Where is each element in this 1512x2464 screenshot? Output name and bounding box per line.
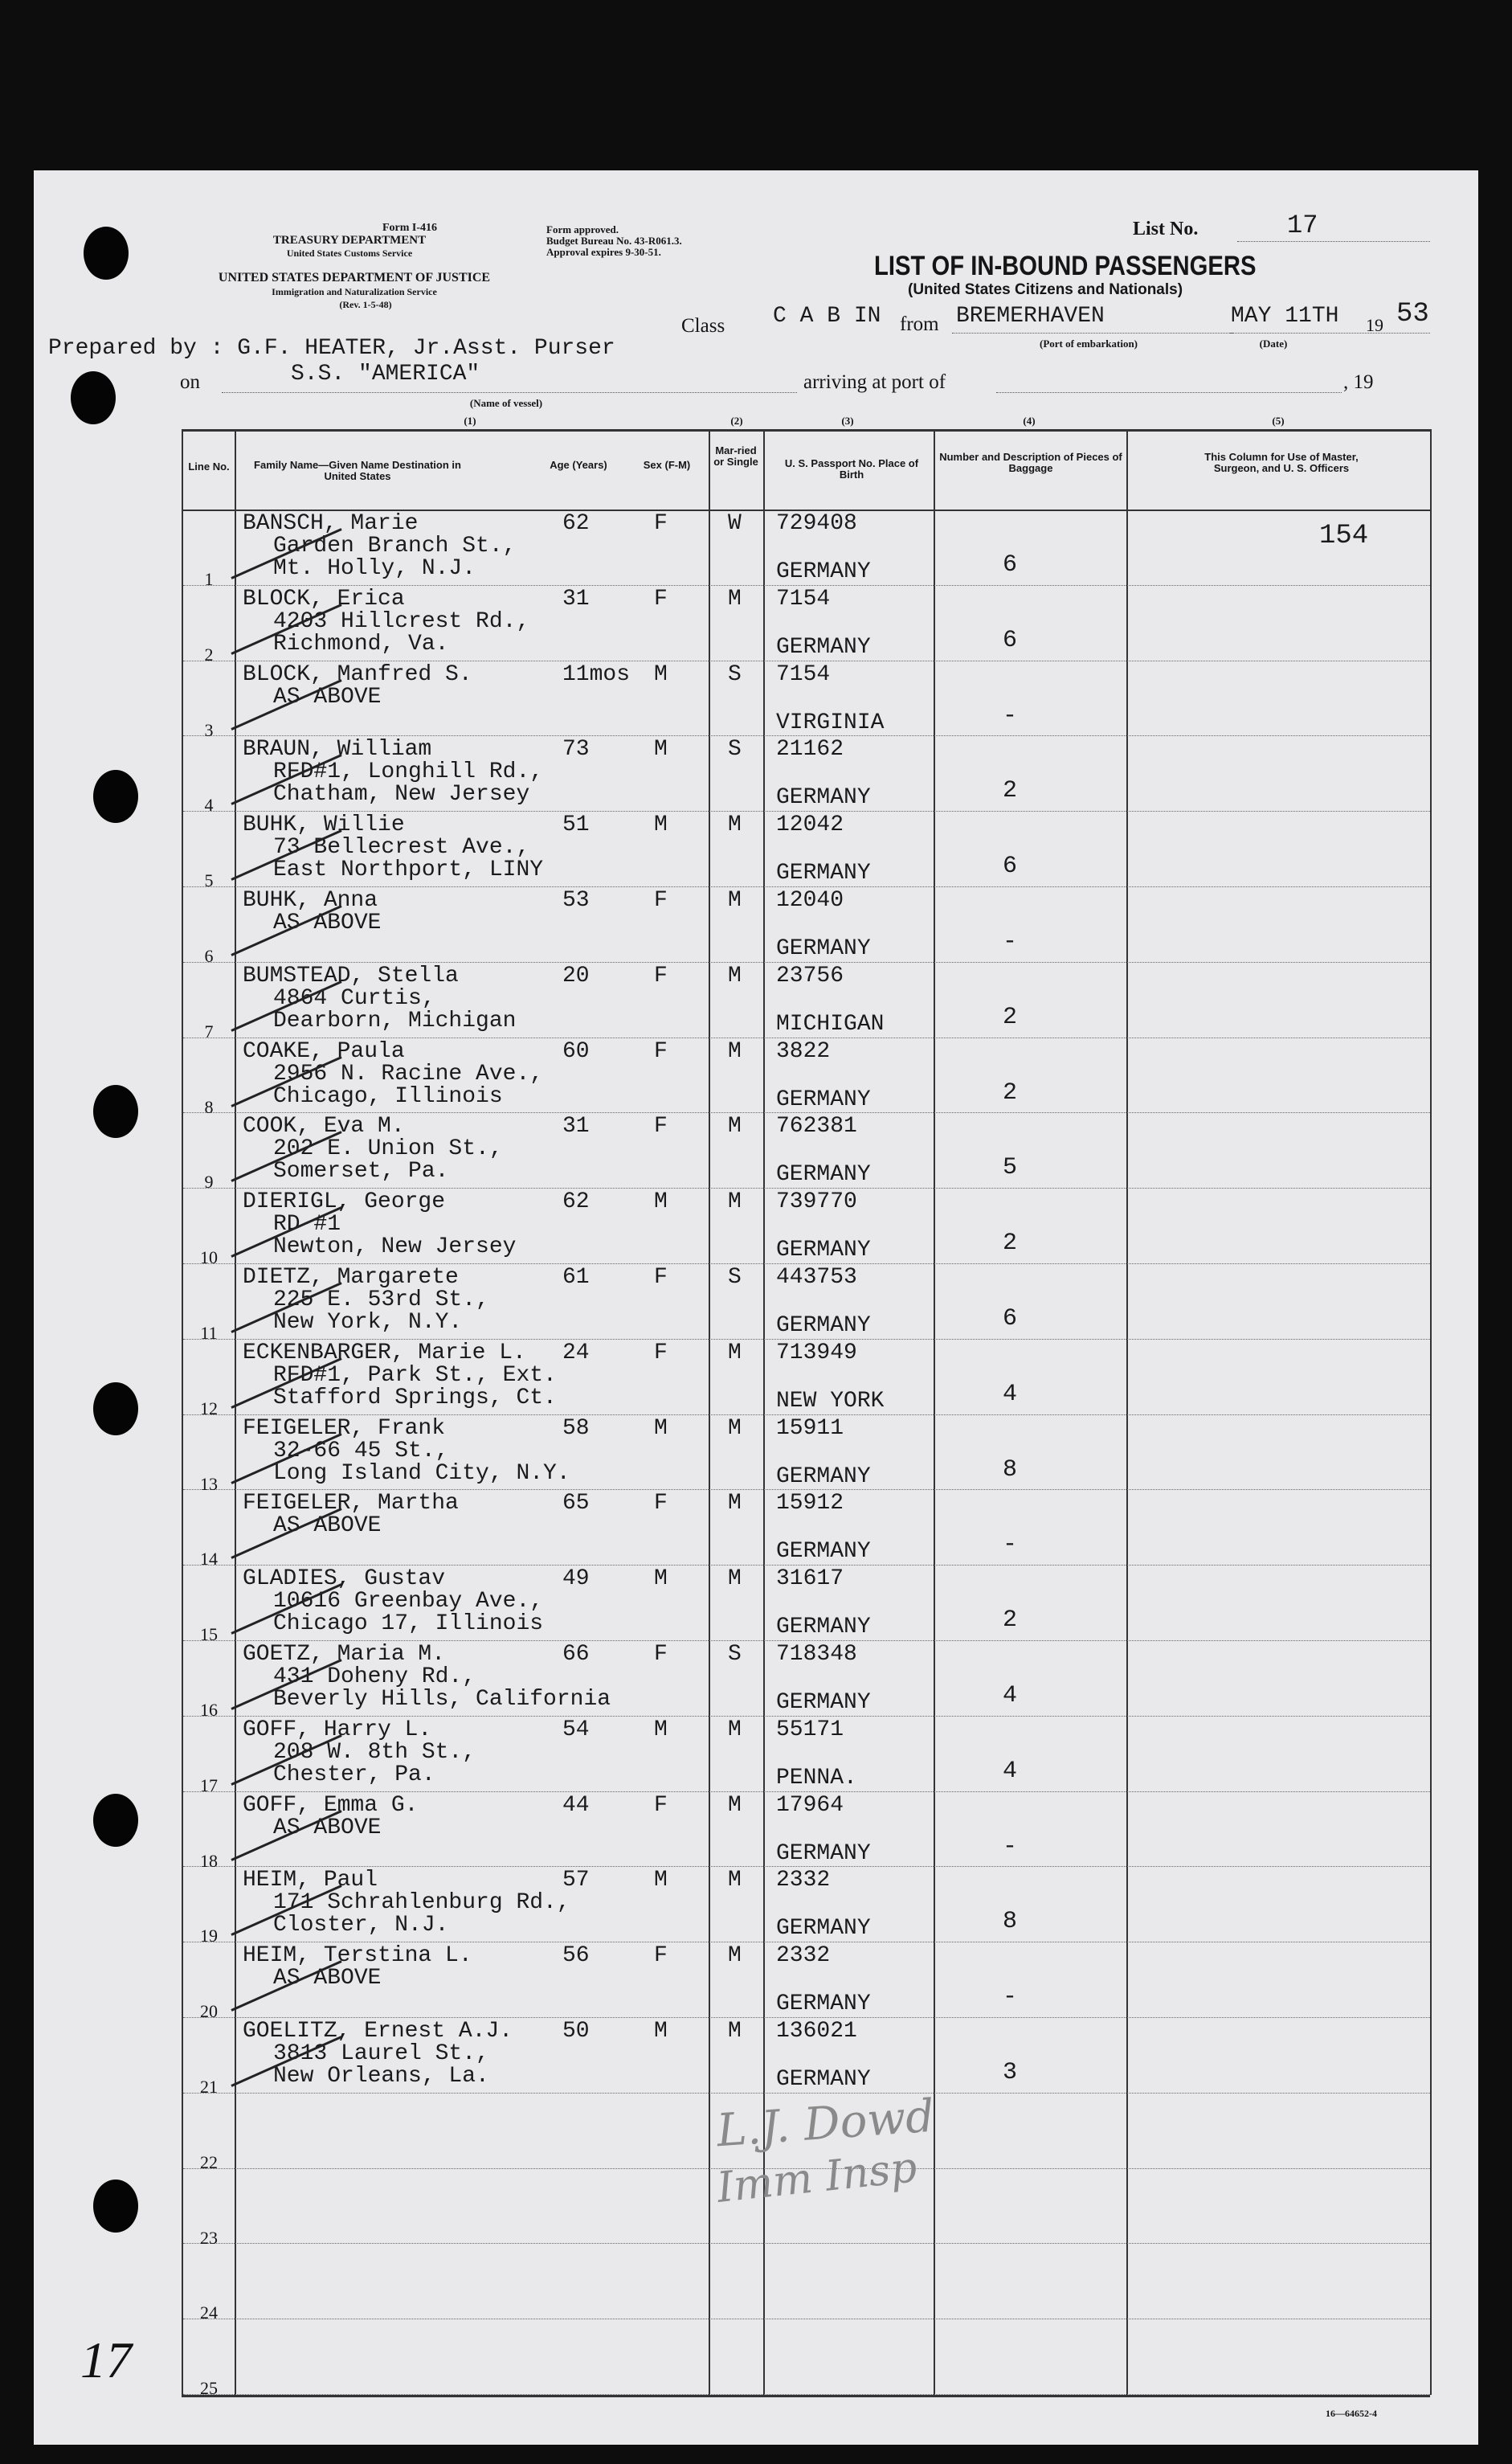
header-age: Age (Years) (550, 459, 607, 471)
punch-hole (93, 1085, 138, 1138)
passenger-name: BUHK, Anna (243, 888, 378, 913)
prepared-by: Prepared by : G.F. HEATER, Jr.Asst. Purser (48, 336, 615, 361)
port-underline (952, 333, 1233, 334)
line-number: 20 (200, 2001, 218, 2022)
passenger-name: ECKENBARGER, Marie L. (243, 1340, 526, 1365)
passenger-sex: F (654, 1038, 668, 1064)
passenger-sex: F (654, 1792, 668, 1818)
marital-status: M (728, 1415, 742, 1441)
passenger-name: BLOCK, Erica (243, 586, 405, 612)
header-line-no: Line No. (188, 460, 230, 473)
row-divider (183, 962, 1430, 963)
line-number: 3 (204, 719, 214, 740)
row-divider (183, 2243, 1430, 2244)
row-divider (183, 2093, 1430, 2094)
inspector-signature-1: L.J. Dowd (715, 2089, 937, 2158)
marital-status: M (728, 1943, 742, 1969)
line-number: 16 (200, 1700, 218, 1720)
row-divider (183, 1640, 1430, 1641)
passenger-name: FEIGELER, Martha (243, 1491, 459, 1516)
destination-line-2: New Orleans, La. (273, 2064, 489, 2089)
marital-status: M (728, 1189, 742, 1215)
line-number: 13 (200, 1473, 218, 1494)
dept-customs: United States Customs Service (286, 248, 413, 259)
passport-number: 15912 (776, 1491, 844, 1516)
passenger-age: 60 (562, 1038, 590, 1064)
row-divider (183, 1716, 1430, 1717)
passport-number: 17964 (776, 1792, 844, 1818)
destination-line-1: AS ABOVE (273, 1966, 382, 1991)
passenger-age: 56 (562, 1943, 590, 1969)
passenger-sex: M (654, 1717, 668, 1742)
passenger-name: COAKE, Paula (243, 1038, 405, 1064)
place-of-birth: PENNA. (776, 1765, 857, 1791)
passport-number: 55171 (776, 1717, 844, 1742)
passenger-age: 31 (562, 586, 590, 612)
passenger-name: GOFF, Emma G. (243, 1792, 419, 1818)
place-of-birth: GERMANY (776, 936, 871, 961)
destination-line-2: Richmond, Va. (273, 631, 449, 657)
passenger-age: 66 (562, 1642, 590, 1667)
table-bottom-rule (182, 2395, 1430, 2397)
passenger-age: 31 (562, 1114, 590, 1140)
baggage-count: 4 (1003, 1380, 1018, 1408)
destination-line-1: 4864 Curtis, (273, 985, 435, 1011)
passenger-name: BRAUN, William (243, 737, 432, 763)
passport-number: 23756 (776, 963, 844, 988)
place-of-birth: MICHIGAN (776, 1011, 885, 1037)
passenger-sex: F (654, 586, 668, 612)
arriving-label: arriving at port of (803, 371, 946, 393)
passenger-sex: M (654, 1415, 668, 1441)
passport-number: 2332 (776, 1943, 831, 1969)
baggage-count: 5 (1003, 1154, 1018, 1182)
passport-number: 12040 (776, 888, 844, 913)
passenger-age: 73 (562, 737, 590, 763)
passenger-age: 61 (562, 1265, 590, 1290)
destination-line-1: 2956 N. Racine Ave., (273, 1061, 544, 1087)
marital-status: M (728, 1491, 742, 1516)
line-number: 18 (200, 1850, 218, 1871)
passenger-sex: F (654, 888, 668, 913)
destination-line-1: AS ABOVE (273, 684, 382, 710)
destination-line-1: 32-66 45 St., (273, 1438, 449, 1463)
destination-line-2: New York, N.Y. (273, 1310, 463, 1335)
punch-hole (93, 770, 138, 823)
baggage-count: 3 (1003, 2059, 1018, 2086)
row-divider (183, 1791, 1430, 1792)
baggage-count: 2 (1003, 1607, 1018, 1635)
line-number: 19 (200, 1926, 218, 1946)
passenger-sex: M (654, 1566, 668, 1592)
line-number: 12 (200, 1398, 218, 1418)
header-sex: Sex (F-M) (643, 459, 691, 471)
place-of-birth: GERMANY (776, 1690, 871, 1715)
line-number: 7 (204, 1021, 214, 1042)
baggage-count: 6 (1003, 1305, 1018, 1332)
baggage-count: 6 (1003, 551, 1018, 579)
place-of-birth: GERMANY (776, 1313, 871, 1338)
line-number: 17 (200, 1774, 218, 1795)
marital-status: M (728, 1717, 742, 1742)
baggage-count: 2 (1003, 1003, 1018, 1031)
port-of-embarkation: BREMERHAVEN (956, 304, 1105, 329)
col-divider-passport (934, 429, 935, 2395)
baggage-count: 2 (1003, 777, 1018, 805)
place-of-birth: VIRGINIA (776, 710, 885, 735)
passenger-sex: F (654, 1491, 668, 1516)
approval-line-1: Form approved. (546, 223, 619, 235)
col-divider-ms-right (763, 429, 765, 2395)
marital-status: M (728, 963, 742, 988)
line-number: 24 (200, 2302, 218, 2323)
row-divider (183, 1866, 1430, 1867)
row-divider (183, 811, 1430, 812)
destination-line-1: 202 E. Union St., (273, 1136, 503, 1162)
col-divider-baggage (1126, 429, 1128, 2395)
col-number-4: (4) (1023, 415, 1036, 427)
line-number: 5 (204, 870, 214, 891)
row-divider (183, 1339, 1430, 1340)
place-of-birth: GERMANY (776, 2067, 871, 2092)
header-name: Family Name—Given Name Destination in United States (254, 459, 461, 482)
passport-number: 739770 (776, 1189, 857, 1215)
place-of-birth: GERMANY (776, 559, 871, 584)
place-of-birth: GERMANY (776, 634, 871, 660)
destination-line-1: Garden Branch St., (273, 534, 517, 559)
destination-line-1: 171 Schrahlenburg Rd., (273, 1890, 570, 1916)
passenger-sex: F (654, 1943, 668, 1969)
class-value: C A B IN (773, 304, 881, 329)
passenger-name: BUHK, Willie (243, 812, 405, 838)
passenger-name: FEIGELER, Frank (243, 1415, 446, 1441)
place-of-birth: GERMANY (776, 1238, 871, 1263)
marital-status: S (728, 737, 742, 763)
destination-line-1: AS ABOVE (273, 1513, 382, 1539)
row-divider (183, 1263, 1430, 1264)
marital-status: M (728, 1340, 742, 1365)
passenger-age: 44 (562, 1792, 590, 1818)
header-baggage: Number and Description of Pieces of Baggage (939, 451, 1122, 474)
col-number-5: (5) (1272, 415, 1285, 427)
destination-line-1: 431 Doheny Rd., (273, 1664, 476, 1689)
approval-line-3: Approval expires 9-30-51. (546, 246, 661, 258)
line-number: 23 (200, 2227, 218, 2248)
place-of-birth: GERMANY (776, 1162, 871, 1188)
marital-status: S (728, 1265, 742, 1290)
line-number: 2 (204, 644, 214, 665)
vessel-underline (222, 392, 797, 393)
marital-status: M (728, 888, 742, 913)
destination-line-2: Somerset, Pa. (273, 1159, 449, 1185)
passenger-name: BANSCH, Marie (243, 511, 419, 536)
place-of-birth: GERMANY (776, 1991, 871, 2017)
passport-number: 7154 (776, 661, 831, 687)
passenger-age: 62 (562, 511, 590, 536)
passenger-name: DIERIGL, George (243, 1189, 446, 1215)
destination-line-2: Chicago, Illinois (273, 1083, 503, 1109)
passport-number: 15911 (776, 1415, 844, 1441)
passenger-sex: M (654, 812, 668, 838)
baggage-count: 8 (1003, 1455, 1018, 1484)
destination-line-1: AS ABOVE (273, 1815, 382, 1840)
passenger-age: 57 (562, 1868, 590, 1893)
passenger-name: GOETZ, Maria M. (243, 1642, 446, 1667)
marital-status: M (728, 1114, 742, 1140)
passenger-name: GLADIES, Gustav (243, 1566, 446, 1592)
marital-status: M (728, 1868, 742, 1893)
destination-line-2: Long Island City, N.Y. (273, 1460, 570, 1486)
place-of-birth: GERMANY (776, 1087, 871, 1112)
line-number: 10 (200, 1247, 218, 1268)
marital-status: S (728, 1642, 742, 1667)
line-number: 1 (204, 569, 214, 589)
passenger-name: HEIM, Terstina L. (243, 1943, 472, 1969)
passport-number: 443753 (776, 1265, 857, 1290)
destination-line-1: RFD#1, Park St., Ext. (273, 1362, 557, 1388)
passport-number: 762381 (776, 1114, 857, 1140)
punch-hole (84, 227, 129, 280)
passport-number: 729408 (776, 511, 857, 536)
passport-number: 21162 (776, 737, 844, 763)
passenger-name: GOFF, Harry L. (243, 1717, 432, 1742)
destination-line-1: 3813 Laurel St., (273, 2041, 489, 2066)
baggage-count: - (1003, 928, 1018, 956)
marital-status: M (728, 1038, 742, 1064)
baggage-count: 6 (1003, 853, 1018, 881)
destination-line-1: 225 E. 53rd St., (273, 1287, 489, 1312)
year-prefix: 19 (1366, 315, 1383, 335)
on-label: on (180, 371, 200, 393)
punch-hole (93, 1794, 138, 1847)
line-number: 14 (200, 1549, 218, 1570)
destination-line-1: RD #1 (273, 1212, 341, 1238)
passenger-age: 24 (562, 1340, 590, 1365)
passenger-sex: F (654, 963, 668, 988)
destination-line-1: RFD#1, Longhill Rd., (273, 759, 544, 785)
line-number: 21 (200, 2077, 218, 2097)
row-divider (183, 1112, 1430, 1113)
line-number: 4 (204, 795, 214, 816)
destination-line-2: Newton, New Jersey (273, 1234, 517, 1260)
col-divider-ms-left (709, 429, 710, 2395)
place-of-birth: GERMANY (776, 1615, 871, 1640)
table-top-rule (182, 429, 1430, 432)
col-number-1: (1) (464, 415, 476, 427)
passenger-sex: M (654, 1189, 668, 1215)
passport-number: 7154 (776, 586, 831, 612)
destination-line-2: Beverly Hills, California (273, 1687, 611, 1712)
dept-immigration: Immigration and Naturalization Service (272, 286, 437, 297)
baggage-count: - (1003, 1983, 1018, 2012)
col-number-2: (2) (730, 415, 743, 427)
arriving-underline (996, 392, 1342, 393)
officer-note: 154 (1319, 521, 1369, 551)
list-no-underline (1237, 241, 1430, 242)
form-number: Form I-416 (382, 222, 438, 234)
passport-number: 12042 (776, 812, 844, 838)
marital-status: W (728, 511, 742, 536)
margin-handwritten-mark: 17 (80, 2331, 132, 2388)
approval-line-2: Budget Bureau No. 43-R061.3. (546, 235, 682, 247)
destination-line-2: Stafford Springs, Ct. (273, 1385, 557, 1410)
passenger-name: GOELITZ, Ernest A.J. (243, 2019, 513, 2044)
row-divider (183, 1414, 1430, 1415)
row-divider (183, 1188, 1430, 1189)
inspector-signature-2: Imm Insp (714, 2143, 920, 2212)
col-divider-line (235, 429, 236, 2395)
row-divider (183, 585, 1430, 586)
passenger-sex: M (654, 1868, 668, 1893)
destination-line-1: 4203 Hillcrest Rd., (273, 608, 530, 634)
line-number: 11 (200, 1323, 218, 1343)
line-number: 8 (204, 1096, 214, 1117)
header-passport: U. S. Passport No. Place of Birth (784, 457, 919, 481)
place-of-birth: GERMANY (776, 785, 871, 811)
baggage-count: 4 (1003, 1682, 1018, 1709)
passenger-sex: F (654, 1114, 668, 1140)
marital-status: M (728, 812, 742, 838)
destination-line-2: Mt. Holly, N.J. (273, 556, 476, 581)
place-of-birth: GERMANY (776, 1916, 871, 1942)
place-of-birth: NEW YORK (776, 1388, 885, 1414)
passenger-sex: M (654, 2019, 668, 2044)
row-divider (183, 886, 1430, 887)
line-number: 22 (200, 2151, 218, 2172)
baggage-count: 2 (1003, 1079, 1018, 1107)
row-divider (183, 2394, 1430, 2395)
passenger-sex: F (654, 511, 668, 536)
marital-status: M (728, 1566, 742, 1592)
list-no-label: List No. (1133, 219, 1199, 239)
passenger-age: 50 (562, 2019, 590, 2044)
passenger-name: COOK, Eva M. (243, 1114, 405, 1140)
date-caption: (Date) (1259, 338, 1288, 350)
passport-number: 31617 (776, 1566, 844, 1592)
arrival-date: MAY 11TH (1231, 304, 1339, 329)
marital-status: S (728, 661, 742, 687)
passenger-age: 11mos (562, 661, 631, 687)
baggage-count: - (1003, 1531, 1018, 1559)
header-officers: This Column for Use of Master, Surgeon, and U. S. Officers (1204, 451, 1359, 474)
passenger-age: 62 (562, 1189, 590, 1215)
port-caption: (Port of embarkation) (1039, 338, 1138, 350)
row-divider (183, 735, 1430, 736)
destination-line-2: Chester, Pa. (273, 1762, 435, 1787)
baggage-count: 6 (1003, 626, 1018, 654)
date-underline (1229, 333, 1430, 334)
marital-status: M (728, 2019, 742, 2044)
passenger-age: 65 (562, 1491, 590, 1516)
passenger-name: BUMSTEAD, Stella (243, 963, 459, 988)
class-label: Class (681, 315, 725, 337)
line-number: 25 (200, 2378, 218, 2399)
punch-hole (93, 1382, 138, 1435)
passenger-name: HEIM, Paul (243, 1868, 378, 1893)
place-of-birth: GERMANY (776, 1539, 871, 1565)
header-married: Mar-ried or Single (713, 444, 758, 468)
passenger-age: 54 (562, 1717, 590, 1742)
passenger-age: 58 (562, 1415, 590, 1441)
passenger-age: 51 (562, 812, 590, 838)
dept-justice: UNITED STATES DEPARTMENT OF JUSTICE (218, 271, 491, 284)
year-suffix: 53 (1396, 299, 1429, 329)
punch-hole (71, 371, 116, 424)
passport-number: 3822 (776, 1038, 831, 1064)
baggage-count: 4 (1003, 1757, 1018, 1785)
destination-line-2: East Northport, LINY (273, 857, 544, 883)
destination-line-1: 73 Bellecrest Ave., (273, 835, 530, 861)
from-label: from (900, 313, 939, 335)
destination-line-2: Dearborn, Michigan (273, 1008, 517, 1033)
row-divider (183, 2017, 1430, 2018)
passenger-sex: F (654, 1642, 668, 1667)
arriving-year: , 19 (1343, 371, 1374, 393)
passenger-sex: M (654, 737, 668, 763)
destination-line-2: Closter, N.J. (273, 1913, 449, 1938)
destination-line-1: 208 W. 8th St., (273, 1739, 476, 1765)
passenger-sex: M (654, 661, 668, 687)
table-right-border (1430, 429, 1432, 2395)
passenger-name: BLOCK, Manfred S. (243, 661, 472, 687)
page-subtitle: (United States Citizens and Nationals) (908, 281, 1183, 298)
list-no-value: 17 (1287, 211, 1318, 240)
vessel-name: S.S. "AMERICA" (291, 362, 480, 387)
passenger-name: DIETZ, Margarete (243, 1265, 459, 1290)
page-title: LIST OF IN-BOUND PASSENGERS (874, 251, 1257, 281)
passenger-age: 20 (562, 963, 590, 988)
passport-number: 136021 (776, 2019, 857, 2044)
table-left-border (182, 429, 183, 2395)
marital-status: M (728, 1792, 742, 1818)
line-number: 9 (204, 1172, 214, 1193)
place-of-birth: GERMANY (776, 1463, 871, 1489)
passport-number: 718348 (776, 1642, 857, 1667)
destination-line-2: Chatham, New Jersey (273, 782, 530, 808)
baggage-count: - (1003, 702, 1018, 730)
passport-number: 2332 (776, 1868, 831, 1893)
punch-hole (93, 2180, 138, 2233)
baggage-count: 8 (1003, 1908, 1018, 1936)
row-divider (183, 1565, 1430, 1566)
col-number-3: (3) (841, 415, 854, 427)
destination-line-1: AS ABOVE (273, 911, 382, 935)
form-revision: (Rev. 1-5-48) (339, 299, 392, 310)
line-number: 6 (204, 946, 214, 966)
place-of-birth: GERMANY (776, 1840, 871, 1866)
destination-line-2: Chicago 17, Illinois (273, 1611, 544, 1637)
passport-number: 713949 (776, 1340, 857, 1365)
vessel-caption: (Name of vessel) (469, 397, 543, 409)
dept-treasury: TREASURY DEPARTMENT (272, 234, 427, 247)
footer-code: 16—64652-4 (1326, 2408, 1377, 2419)
place-of-birth: GERMANY (776, 861, 871, 886)
row-divider (183, 1489, 1430, 1490)
baggage-count: 2 (1003, 1230, 1018, 1258)
passenger-age: 53 (562, 888, 590, 913)
destination-line-1: 10616 Greenbay Ave., (273, 1589, 544, 1615)
line-number: 15 (200, 1624, 218, 1645)
passenger-age: 49 (562, 1566, 590, 1592)
baggage-count: - (1003, 1832, 1018, 1860)
marital-status: M (728, 586, 742, 612)
passenger-sex: F (654, 1265, 668, 1290)
passenger-sex: F (654, 1340, 668, 1365)
